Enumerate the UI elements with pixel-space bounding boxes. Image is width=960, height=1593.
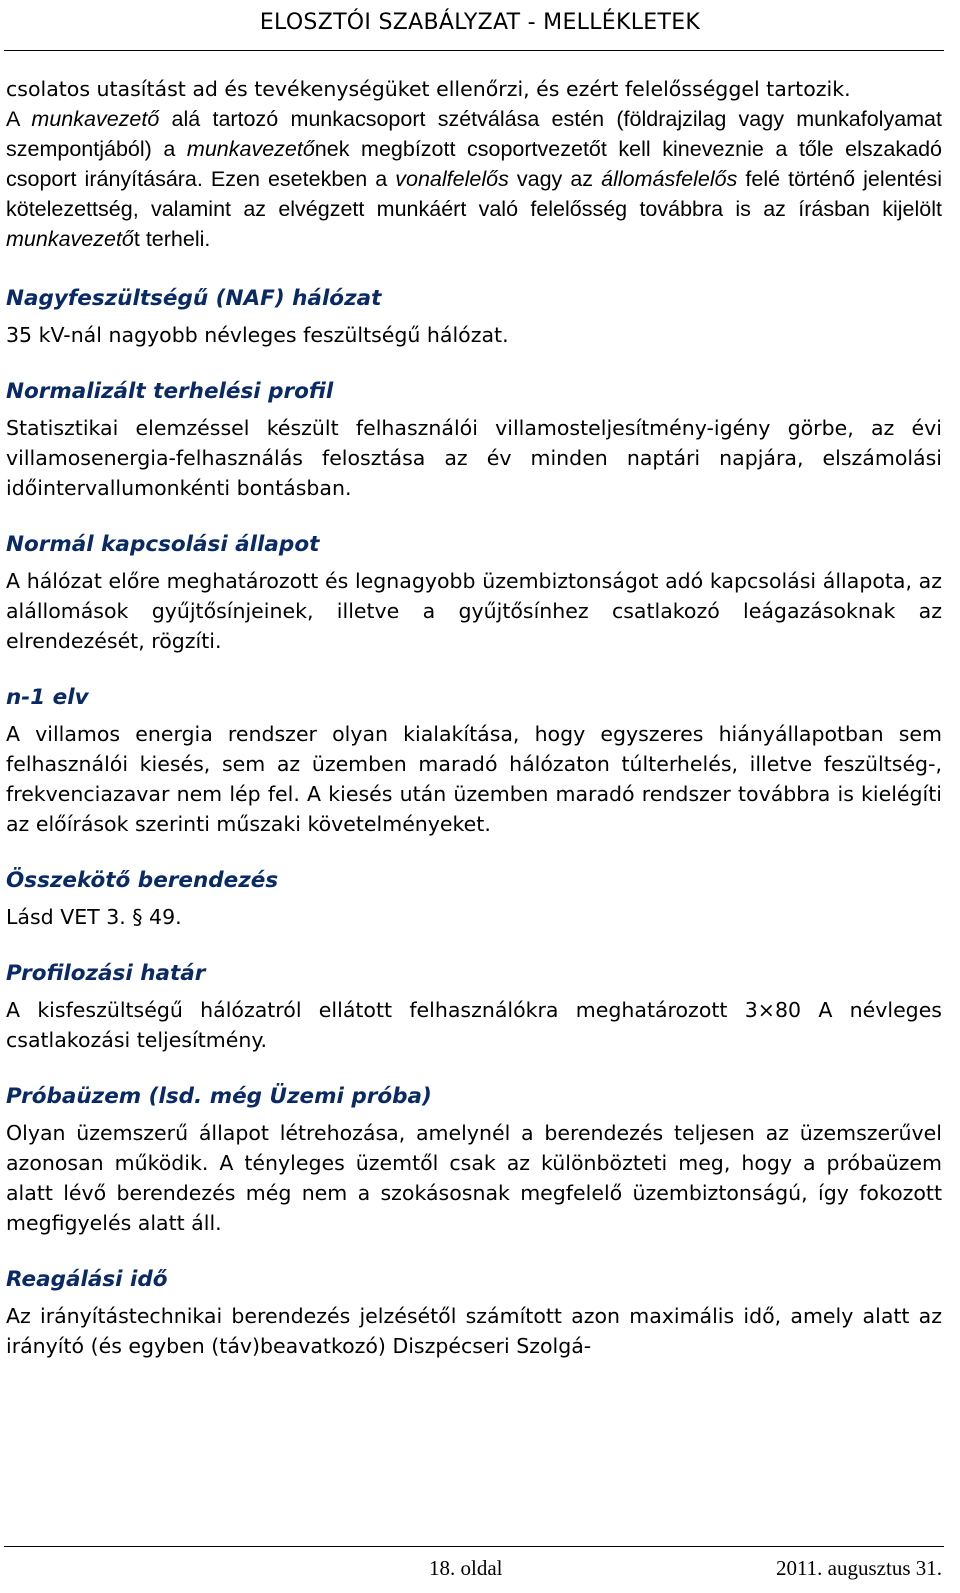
- definition-text-normal-switching-state: A hálózat előre meghatározott és legnagyobb üzembiztonságot adó kapcsolási állapota, az alállomások gyűjtősínjeinek, illetve a gyűjtősínhez csatlakozó leágazásoknak az elrendezését, rögzíti.: [6, 569, 942, 653]
- definition-term-trial-operation: Próbaüzem (lsd. még Üzemi próba): [6, 1084, 432, 1109]
- definition-term-normal-switching-state: Normál kapcsolási állapot: [6, 532, 320, 557]
- document-date: 2011. augusztus 31.: [775, 1556, 942, 1580]
- page-header-title: ELOSZTÓI SZABÁLYZAT - MELLÉKLETEK: [259, 10, 701, 35]
- definition-text-connecting-equipment: Lásd VET 3. § 49.: [6, 905, 182, 929]
- intro-paragraph-1: csolatos utasítást ad és tevékenységüket ellenőrzi, és ezért felelősséggel tartozik.: [6, 77, 851, 101]
- page-number: 18. oldal: [429, 1556, 503, 1580]
- header-rule: [4, 50, 944, 51]
- definition-text-normalized-profile: Statisztikai elemzéssel készült felhasználói villamosteljesítmény-igény görbe, az évi villamosenergia-felhasználás felosztása az év minden naptári napjára, elszámolási időintervallumonkénti bontásban.: [6, 416, 942, 500]
- definition-term-naf: Nagyfeszültségű (NAF) hálózat: [6, 286, 382, 311]
- definition-term-profiling-limit: Profilozási határ: [6, 961, 206, 986]
- definition-term-connecting-equipment: Összekötő berendezés: [6, 868, 279, 893]
- definition-term-response-time: Reagálási idő: [6, 1267, 168, 1292]
- definition-term-normalized-profile: Normalizált terhelési profil: [6, 379, 334, 404]
- definition-text-trial-operation: Olyan üzemszerű állapot létrehozása, amelynél a berendezés teljesen az üzemszerűvel azonosan működik. A tényleges üzemtől csak az különbözteti meg, hogy a próbaüzem alatt lévő berendezés még nem a szokásosnak megfelelő üzembiztonságú, így fokozott megfigyelés alatt áll.: [6, 1121, 942, 1235]
- definition-text-n-1-principle: A villamos energia rendszer olyan kialakítása, hogy egyszeres hiányállapotban sem felhasználói kiesés, sem az üzemben maradó hálózaton túlterhelés, illetve feszültség-, frekvenciazavar nem lép fel. A kiesés után üzemben maradó rendszer továbbra is kielégíti az előírások szerinti műszaki követelményeket.: [6, 722, 942, 836]
- definition-text-profiling-limit: A kisfeszültségű hálózatról ellátott felhasználókra meghatározott 3×80 A névleges csatlakozási teljesítmény.: [6, 998, 942, 1052]
- document-body: [6, 74, 942, 1361]
- footer-rule: [4, 1546, 944, 1547]
- definition-term-n-1-principle: n-1 elv: [6, 685, 89, 710]
- definition-text-response-time: Az irányítástechnikai berendezés jelzésétől számított azon maximális idő, amely alatt az irányító (és egyben (táv)beavatkozó) Diszpécseri Szolgá-: [6, 1304, 942, 1358]
- definition-text-naf: 35 kV-nál nagyobb névleges feszültségű hálózat.: [6, 323, 509, 347]
- intro-paragraph-2: A munkavezető alá tartozó munkacsoport szétválása estén (földrajzilag vagy munkafolyamat szempontjából) a munkavezetőnek megbízott csoportvezetőt kell kineveznie a tőle elszakadó csoport irányítására. Ezen esetekben a vonalfelelős vagy az állomásfelelős felé történő jelentési kötelezettség, valamint az elvégzett munkáért való felelősség továbbra is az írásban kijelölt munkavezetőt terheli.: [6, 107, 942, 251]
